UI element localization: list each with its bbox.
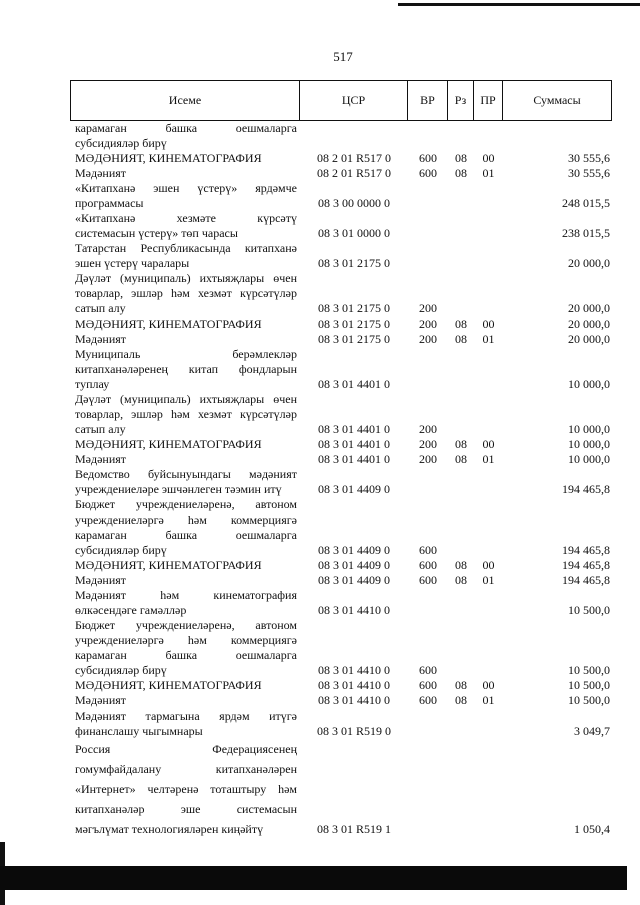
amount-cell: 20 000,0 bbox=[568, 256, 610, 271]
amount-cell: 10 500,0 bbox=[568, 663, 610, 678]
vr-code-cell: 200 bbox=[419, 422, 437, 437]
amount-cell: 30 555,6 bbox=[568, 150, 610, 165]
item-name-cell bbox=[70, 121, 300, 151]
item-name-line: китапханәләр эше системасын bbox=[75, 801, 297, 816]
pr-code-cell: 01 bbox=[482, 165, 495, 180]
amount-cell: 10 500,0 bbox=[568, 693, 610, 708]
item-name-cell bbox=[70, 573, 300, 588]
csr-code-cell: 08 3 01 4410 0 bbox=[318, 663, 390, 678]
csr-code-cell: 08 3 01 4401 0 bbox=[318, 376, 390, 391]
item-name-cell bbox=[70, 437, 300, 452]
header-sum: Суммасы bbox=[533, 93, 581, 107]
table-row bbox=[70, 497, 612, 557]
vr-code-cell: 200 bbox=[419, 316, 437, 331]
item-name-line: МӘДӘНИЯТ, КИНЕМАТОГРАФИЯ bbox=[75, 316, 262, 331]
amount-cell: 194 465,8 bbox=[562, 557, 610, 572]
table-row bbox=[70, 452, 612, 467]
item-name-line: Мәдәният һәм кинематография bbox=[75, 587, 297, 602]
item-name-line: мәгълүмат технологияләрен киңәйтү bbox=[75, 821, 264, 836]
vr-code-cell: 600 bbox=[419, 663, 437, 678]
amount-cell: 3 049,7 bbox=[574, 723, 610, 738]
amount-cell: 20 000,0 bbox=[568, 316, 610, 331]
item-name-line: учреждениеләргә һәм коммерциягә bbox=[75, 633, 297, 648]
scan-edge-mark bbox=[0, 866, 627, 890]
vr-code-cell: 600 bbox=[419, 542, 437, 557]
item-name-line: карамаган башка оешмаларга bbox=[75, 527, 297, 542]
item-name-line: эшен үстерү чаралары bbox=[75, 256, 190, 271]
item-name-line: МӘДӘНИЯТ, КИНЕМАТОГРАФИЯ bbox=[75, 557, 262, 572]
table-row bbox=[70, 347, 612, 392]
item-name-cell bbox=[70, 166, 300, 181]
csr-code-cell: 08 2 01 R517 0 bbox=[316, 165, 391, 180]
amount-cell: 10 000,0 bbox=[568, 437, 610, 452]
item-name-cell bbox=[70, 317, 300, 332]
item-name-line: Мәдәният bbox=[75, 452, 127, 467]
item-name-line: системасын үстерү» төп чарасы bbox=[75, 226, 238, 241]
vr-code-cell: 600 bbox=[419, 165, 437, 180]
item-name-line: программасы bbox=[75, 195, 144, 210]
pr-code-cell: 01 bbox=[482, 452, 495, 467]
table-row bbox=[70, 121, 612, 151]
item-name-cell bbox=[70, 558, 300, 573]
rz-code-cell: 08 bbox=[455, 331, 467, 346]
amount-cell: 10 500,0 bbox=[568, 603, 610, 617]
csr-code-cell: 08 3 01 2175 0 bbox=[318, 301, 390, 316]
amount-cell: 1 050,4 bbox=[574, 821, 610, 836]
csr-code-cell: 08 3 01 4410 0 bbox=[318, 693, 390, 708]
item-name-line: Россия Федерациясенең bbox=[75, 741, 297, 756]
vr-code-cell: 200 bbox=[419, 437, 437, 452]
table-row bbox=[70, 558, 612, 573]
item-name-line: Мәдәният bbox=[75, 693, 127, 708]
csr-code-cell: 08 3 00 0000 0 bbox=[318, 195, 390, 210]
table-row bbox=[70, 332, 612, 347]
item-name-line: «Интернет» челтәренә тоташтыру һәм bbox=[75, 781, 297, 796]
item-name-cell bbox=[70, 739, 300, 839]
item-name-line: субсидияләр бирү bbox=[75, 542, 167, 557]
csr-code-cell: 08 3 01 4409 0 bbox=[318, 557, 390, 572]
csr-code-cell: 08 3 01 4409 0 bbox=[318, 482, 390, 497]
item-name-line: учреждениеләргә һәм коммерциягә bbox=[75, 512, 297, 527]
item-name-cell bbox=[70, 693, 300, 708]
pr-code-cell: 00 bbox=[482, 316, 495, 331]
item-name-cell bbox=[70, 497, 300, 557]
vr-code-cell: 200 bbox=[419, 301, 437, 316]
header-rz: Рз bbox=[448, 81, 474, 120]
table-row bbox=[70, 618, 612, 678]
csr-code-cell: 08 3 01 R519 1 bbox=[316, 821, 391, 836]
page-number: 517 bbox=[333, 49, 353, 64]
item-name-cell bbox=[70, 271, 300, 316]
item-name-line: МӘДӘНИЯТ, КИНЕМАТОГРАФИЯ bbox=[75, 437, 262, 452]
amount-cell: 194 465,8 bbox=[562, 572, 610, 587]
item-name-line: Мәдәният bbox=[75, 331, 127, 346]
item-name-cell bbox=[70, 618, 300, 678]
item-name-cell bbox=[70, 467, 300, 497]
table-body bbox=[70, 121, 612, 839]
vr-code-cell: 600 bbox=[419, 150, 437, 165]
rz-code-cell: 08 bbox=[455, 165, 467, 180]
header-name: Исеме bbox=[71, 81, 300, 120]
csr-code-cell: 08 2 01 R517 0 bbox=[316, 150, 391, 165]
item-name-line: Татарстан Республикасында китапханә bbox=[75, 241, 297, 256]
pr-code-cell: 01 bbox=[482, 331, 495, 346]
amount-cell: 10 000,0 bbox=[568, 422, 610, 437]
item-name-line: гомумфайдалану китапханәләрен bbox=[75, 761, 297, 776]
item-name-line: товарлар, эшләр һәм хезмәт күрсәтүләр bbox=[75, 406, 297, 421]
vr-code-cell: 200 bbox=[419, 452, 437, 467]
item-name-cell bbox=[70, 678, 300, 693]
header-vr: ВР bbox=[408, 81, 448, 120]
item-name-line: Муниципаль берәмлекләр bbox=[75, 346, 297, 361]
table-row bbox=[70, 709, 612, 739]
table-row bbox=[70, 392, 612, 437]
rz-code-cell: 08 bbox=[455, 572, 467, 587]
item-name-line: Ведомство буйсынуындагы мәдәният bbox=[75, 467, 297, 482]
item-name-cell bbox=[70, 347, 300, 392]
rz-code-cell: 08 bbox=[455, 437, 467, 452]
table-header bbox=[70, 80, 612, 121]
item-name-line: субсидияләр бирү bbox=[75, 135, 167, 150]
table-row bbox=[70, 271, 612, 316]
item-name-cell bbox=[70, 709, 300, 739]
csr-code-cell: 08 3 01 4409 0 bbox=[318, 572, 390, 587]
item-name-line: туплау bbox=[75, 376, 110, 391]
amount-cell: 194 465,8 bbox=[562, 542, 610, 557]
vr-code-cell: 600 bbox=[419, 693, 437, 708]
item-name-line: Бюджет учреждениеләренә, автоном bbox=[75, 618, 297, 633]
item-name-line: карамаган башка оешмаларга bbox=[75, 120, 297, 135]
table-row bbox=[70, 739, 612, 839]
amount-cell: 248 015,5 bbox=[562, 195, 610, 210]
item-name-line: Мәдәният bbox=[75, 165, 127, 180]
item-name-line: финанслашу чыгымнары bbox=[75, 723, 203, 738]
item-name-cell bbox=[70, 392, 300, 437]
vr-code-cell: 200 bbox=[419, 331, 437, 346]
amount-cell: 194 465,8 bbox=[562, 482, 610, 497]
item-name-line: сатып алу bbox=[75, 422, 126, 437]
csr-code-cell: 08 3 01 4409 0 bbox=[318, 542, 390, 557]
rz-code-cell: 08 bbox=[455, 452, 467, 467]
pr-code-cell: 00 bbox=[482, 437, 495, 452]
item-name-line: Бюджет учреждениеләренә, автоном bbox=[75, 497, 297, 512]
rz-code-cell: 08 bbox=[455, 678, 467, 693]
item-name-line: Мәдәният тармагына ярдәм итүгә bbox=[75, 708, 297, 723]
item-name-cell bbox=[70, 241, 300, 271]
item-name-cell bbox=[70, 588, 300, 618]
item-name-line: Дәүләт (муниципаль) ихтыяҗлары өчен bbox=[75, 271, 297, 286]
item-name-cell bbox=[70, 332, 300, 347]
amount-cell: 10 000,0 bbox=[568, 376, 610, 391]
vr-code-cell: 600 bbox=[419, 572, 437, 587]
header-csr: ЦСР bbox=[300, 81, 408, 120]
item-name-line: субсидияләр бирү bbox=[75, 663, 167, 678]
table-row bbox=[70, 166, 612, 181]
amount-cell: 10 000,0 bbox=[568, 452, 610, 467]
table-row bbox=[70, 241, 612, 271]
item-name-line: сатып алу bbox=[75, 301, 126, 316]
table-row bbox=[70, 693, 612, 708]
amount-cell: 20 000,0 bbox=[568, 331, 610, 346]
item-name-cell bbox=[70, 452, 300, 467]
item-name-cell bbox=[70, 181, 300, 211]
csr-code-cell: 08 3 01 4410 0 bbox=[318, 603, 390, 617]
amount-cell: 238 015,5 bbox=[562, 226, 610, 241]
item-name-cell bbox=[70, 211, 300, 241]
item-name-line: Мәдәният bbox=[75, 572, 127, 587]
item-name-cell bbox=[70, 151, 300, 166]
table-row bbox=[70, 211, 612, 241]
item-name-line: товарлар, эшләр һәм хезмәт күрсәтүләр bbox=[75, 286, 297, 301]
csr-code-cell: 08 3 01 0000 0 bbox=[318, 226, 390, 241]
rz-code-cell: 08 bbox=[455, 693, 467, 708]
item-name-line: МӘДӘНИЯТ, КИНЕМАТОГРАФИЯ bbox=[75, 678, 262, 693]
item-name-line: «Китапханә эшен үстерү» ярдәмче bbox=[75, 180, 297, 195]
rz-code-cell: 08 bbox=[455, 557, 467, 572]
csr-code-cell: 08 3 01 2175 0 bbox=[318, 256, 390, 271]
table-row bbox=[70, 437, 612, 452]
vr-code-cell: 600 bbox=[419, 678, 437, 693]
item-name-line: китапханәләренең китап фондларын bbox=[75, 361, 297, 376]
amount-cell: 30 555,6 bbox=[568, 165, 610, 180]
header-pr: ПР bbox=[474, 81, 503, 120]
table-row bbox=[70, 151, 612, 166]
pr-code-cell: 00 bbox=[482, 150, 495, 165]
scan-edge-mark bbox=[398, 3, 640, 6]
amount-cell: 20 000,0 bbox=[568, 301, 610, 316]
csr-code-cell: 08 3 01 4401 0 bbox=[318, 452, 390, 467]
pr-code-cell: 00 bbox=[482, 557, 495, 572]
table-row bbox=[70, 467, 612, 497]
csr-code-cell: 08 3 01 4401 0 bbox=[318, 422, 390, 437]
item-name-line: Дәүләт (муниципаль) ихтыяҗлары өчен bbox=[75, 391, 297, 406]
pr-code-cell: 00 bbox=[482, 678, 495, 693]
csr-code-cell: 08 3 01 R519 0 bbox=[316, 723, 391, 738]
table-row bbox=[70, 678, 612, 693]
item-name-line: учреждениеләре эшчәнлеген тәэмин итү bbox=[75, 482, 282, 497]
table-row bbox=[70, 317, 612, 332]
amount-cell: 10 500,0 bbox=[568, 678, 610, 693]
rz-code-cell: 08 bbox=[455, 150, 467, 165]
item-name-line: МӘДӘНИЯТ, КИНЕМАТОГРАФИЯ bbox=[75, 150, 262, 165]
rz-code-cell: 08 bbox=[455, 316, 467, 331]
item-name-line: өлкәсендәге гамәлләр bbox=[75, 603, 187, 617]
vr-code-cell: 600 bbox=[419, 557, 437, 572]
csr-code-cell: 08 3 01 2175 0 bbox=[318, 331, 390, 346]
csr-code-cell: 08 3 01 2175 0 bbox=[318, 316, 390, 331]
table-row bbox=[70, 181, 612, 211]
item-name-line: «Китапханә хезмәте күрсәтү bbox=[75, 210, 297, 225]
table-row bbox=[70, 588, 612, 618]
pr-code-cell: 01 bbox=[482, 572, 495, 587]
pr-code-cell: 01 bbox=[482, 693, 495, 708]
table-row bbox=[70, 573, 612, 588]
csr-code-cell: 08 3 01 4401 0 bbox=[318, 437, 390, 452]
item-name-line: карамаган башка оешмаларга bbox=[75, 648, 297, 663]
csr-code-cell: 08 3 01 4410 0 bbox=[318, 678, 390, 693]
